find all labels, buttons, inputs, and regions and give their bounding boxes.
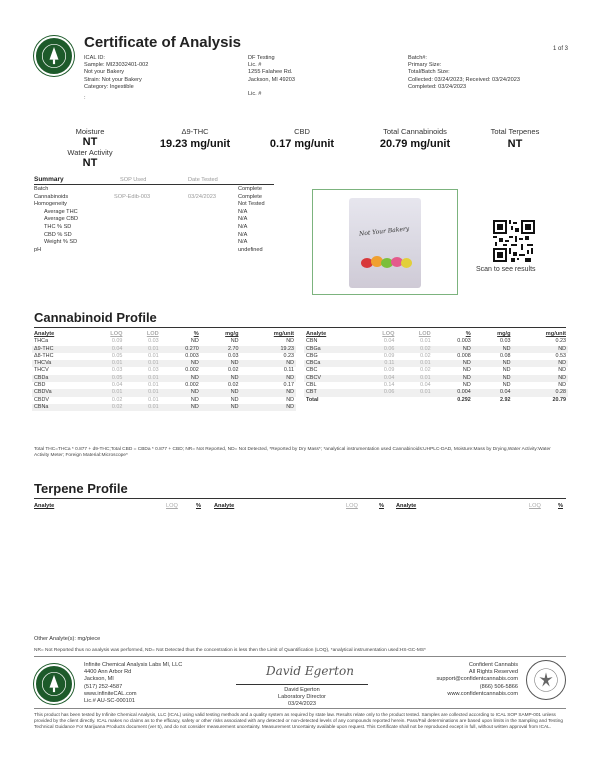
cell-loq: 0.05: [111, 352, 123, 359]
batch-number: Batch#:: [408, 55, 427, 61]
summary-row: [34, 232, 294, 240]
metric-cbd: [252, 127, 352, 150]
cell-mg-g: ND: [502, 382, 511, 389]
cell-mg-unit: ND: [241, 404, 296, 411]
collected-received: Collected: 03/24/2023; Received: 03/24/2023: [408, 76, 520, 83]
cell-lod: 0.01: [396, 360, 432, 367]
cell-lod: 0.01: [148, 352, 159, 359]
lab-client-license-2: Lic. #: [248, 90, 262, 97]
table-row: [304, 375, 568, 382]
terp-col-percent: %: [379, 503, 384, 509]
summary-row-name: Average THC: [44, 208, 78, 215]
summary-row-status: N/A: [238, 208, 248, 215]
cell-analyte: Δ9-THC: [32, 346, 87, 353]
footer-lab-website: www.infiniteCAL.com: [84, 690, 137, 697]
cell-percent: 0.004: [433, 389, 473, 396]
cell-percent: ND: [190, 396, 199, 403]
footer-lab-city: Jackson, MI: [84, 676, 114, 683]
table-row: [32, 367, 296, 374]
signature-line: [236, 684, 368, 685]
cell-mg-g: ND: [201, 375, 241, 382]
cell-mg-g: ND: [201, 360, 241, 367]
cell-analyte: CBNa: [32, 404, 87, 411]
cell-loq: [359, 397, 396, 404]
metric-label: CBD: [294, 127, 310, 136]
total-row: [304, 397, 568, 404]
cell-mg-unit: 0.28: [513, 389, 568, 396]
completed-date: Completed: 03/24/2023: [408, 83, 467, 90]
summary-row-sop: SOP-Edib-003: [114, 193, 151, 200]
lab-logo-icon: [36, 38, 72, 74]
cell-percent: ND: [433, 375, 473, 382]
col-lod: LOD: [418, 331, 431, 337]
table-row: [32, 382, 296, 389]
cell-loq: 0.09: [383, 352, 395, 359]
cell-lod: 0.01: [396, 375, 432, 382]
summary-row-name: Weight % SD: [44, 239, 78, 246]
metric-total-terpenes: [470, 127, 560, 150]
cell-loq: 0.02: [87, 404, 124, 411]
cell-percent: ND: [433, 346, 473, 353]
cell-mg-g: ND: [502, 367, 511, 374]
cannabinoid-table-left: [32, 331, 296, 411]
table-row: [304, 346, 568, 353]
summary-row-status: N/A: [238, 223, 248, 230]
cell-percent: 0.003: [457, 338, 471, 345]
cell-analyte: THCVa: [32, 360, 87, 367]
cell-loq: 0.04: [87, 346, 124, 353]
seal-icon: [527, 661, 565, 699]
total-batch-size: Total/Batch Size:: [408, 69, 450, 76]
terp-col-percent: %: [558, 503, 563, 509]
cell-lod: [396, 397, 432, 404]
cell-lod: 0.03: [148, 338, 159, 345]
cell-loq: 0.01: [87, 360, 124, 367]
cell-mg-g: 0.03: [500, 338, 511, 345]
metric-label: Total Terpenes: [490, 127, 540, 136]
table-row: [32, 353, 296, 360]
summary-row-name: CBD % SD: [44, 231, 72, 238]
lab-client-city: Jackson, MI 49203: [248, 76, 295, 83]
cell-percent: 0.292: [457, 396, 471, 403]
cell-analyte: CBD: [34, 382, 46, 389]
cell-loq: 0.09: [111, 338, 123, 345]
qr-label: Scan to see results: [476, 266, 536, 273]
cell-analyte: THCV: [34, 367, 49, 374]
cell-lod: 0.01: [148, 382, 159, 389]
terp-col-loq: LOQ: [529, 503, 541, 509]
cell-analyte: CBGa: [304, 346, 359, 353]
metric-value: 0.17 mg/unit: [269, 138, 335, 150]
cell-loq: 0.04: [383, 338, 395, 345]
cell-percent: ND: [462, 382, 471, 389]
summary-row-name: THC % SD: [44, 223, 72, 230]
summary-row-status: undefined: [238, 246, 263, 253]
col-lod: LOD: [146, 331, 159, 337]
metric-value: 20.79 mg/unit: [379, 138, 451, 150]
summary-row-status: N/A: [238, 239, 248, 246]
cell-percent: ND: [161, 375, 201, 382]
client-info: [84, 55, 148, 102]
nr-note: NR= Not Reported thus no analysis was performed, ND= Not Detected thus the concentration is less then the Limit of Quantification (LOQ), *analytical instrumentation used:HS-GC-MS*: [34, 648, 426, 653]
cell-lod: 0.04: [420, 382, 431, 389]
col-mg-g: mg/g: [225, 331, 239, 337]
cell-mg-g: ND: [473, 375, 513, 382]
cell-mg-g: ND: [473, 346, 513, 353]
cell-percent: 0.008: [457, 352, 471, 359]
cell-lod: 0.01: [420, 338, 431, 345]
company-name: Confident Cannabis: [468, 662, 518, 668]
cell-percent: ND: [161, 389, 201, 396]
cell-mg-g: ND: [201, 389, 241, 396]
cell-analyte: CBCa: [304, 360, 359, 367]
table-row: [32, 397, 296, 404]
product-name: Not your Bakery: [84, 69, 125, 76]
summary-row-status: Complete: [238, 193, 262, 200]
cell-mg-unit: ND: [286, 396, 294, 403]
summary-row: [34, 194, 294, 202]
summary-row: [34, 216, 294, 224]
cannabinoid-rule: [34, 327, 566, 328]
cell-loq: 0.05: [87, 375, 124, 382]
cell-analyte: CBG: [306, 352, 318, 359]
cell-lod: 0.01: [124, 404, 160, 411]
company-rights: All Rights Reserved: [468, 669, 518, 676]
summary-row-name: Batch: [34, 186, 49, 192]
table-row: [32, 346, 296, 353]
cell-mg-unit: 0.53: [555, 352, 566, 359]
client-extra: :: [84, 95, 86, 102]
table-row: [304, 382, 568, 389]
cell-lod: 0.01: [124, 346, 160, 353]
summary-row-status: N/A: [238, 231, 248, 238]
metric-label: Total Cannabinoids: [383, 127, 447, 136]
ical-id: ICAL ID:: [84, 55, 105, 61]
summary-row: [34, 224, 294, 232]
col-analyte: Analyte: [34, 331, 55, 337]
col-loq: LOQ: [110, 331, 123, 337]
table-row: [32, 404, 296, 411]
cell-percent: ND: [462, 367, 471, 374]
cell-mg-g: ND: [230, 338, 239, 345]
terp-col-analyte: Analyte: [396, 503, 417, 509]
col-loq: LOQ: [382, 331, 395, 337]
cannabinoid-table-right: [304, 331, 568, 404]
primary-size: Primary Size:: [408, 62, 442, 69]
cell-analyte: Total: [306, 396, 319, 403]
summary-row-name: Average CBD: [44, 216, 79, 223]
water-activity-label: Water Activity: [67, 148, 113, 157]
terpene-rule: [34, 498, 566, 499]
cell-mg-g: 0.04: [473, 389, 513, 396]
footer-lab-name: Infinite Chemical Analysis Labs MI, LLC: [84, 662, 183, 668]
summary-table: [34, 186, 294, 254]
cell-analyte: Δ8-THC: [34, 352, 54, 359]
metric-value: NT: [507, 138, 523, 150]
cell-lod: 0.02: [420, 352, 431, 359]
bag-handwriting: Not Your Bakery: [358, 225, 410, 238]
page-title: Certificate of Analysis: [84, 34, 241, 51]
summary-row-name: Homogeneity: [34, 201, 67, 208]
cell-lod: 0.01: [124, 360, 160, 367]
batch-info: [408, 55, 520, 91]
company-phone: (866) 506-5866: [479, 683, 518, 690]
terpene-title: Terpene Profile: [34, 481, 128, 496]
director-signature: David Egerton: [266, 664, 354, 678]
page-number: 1 of 3: [552, 46, 568, 52]
disclaimer: This product has been tested by Infinite Chemical Analysis, LLC (ICAL) using valid testing methods and a quality system as required by state law. Results relate only to the product tested. Samples are collected according to ICAL SOP SAMP-001 unless provided by the client directly. ICAL makes no claims as to the efficacy, safety or other risks associated with any detected or non-detected levels of any compounds reported herein. Pass/Fail determinations are based upon limits in the Sampling and Testing Technical Guidance For Marijuana Products document (ver 5), and do not consider measurement uncertainty. Measurement Uncertainty available upon request. This Certificate shall not be reproduced except in full, without written approval from ICAL.: [34, 712, 563, 729]
cell-mg-g: 0.03: [228, 352, 239, 359]
disclaimer-rule: [34, 708, 566, 709]
water-activity-value: NT: [82, 157, 98, 169]
summary-date-header: Date Tested: [188, 177, 218, 183]
cell-mg-unit: 19.23: [241, 346, 296, 353]
col-percent: %: [193, 331, 199, 337]
summary-sop-header: SOP Used: [120, 177, 147, 183]
footer-lab-license: Lic.# AU-SC-000101: [84, 698, 135, 705]
cell-analyte: CBDV: [34, 396, 49, 403]
cell-mg-unit: ND: [558, 382, 566, 389]
cannabinoid-footnote: Total THC=THCa * 0.877 + d9-THC;Total CBD = CBDa * 0.877 + CBD; NR= Not Reported, ND= Not Detected, *Reported by Dry Mass*; *analytical instrumentation used Cannabinoids:UHPLC-DAD, Moisture:Mass by Drying,Water Activity:Water Activity Meter; Foreign Material:Microscope*: [34, 447, 551, 459]
cell-loq: 0.09: [383, 367, 395, 374]
summary-row: [34, 209, 294, 217]
strain: Strain: Not your Bakery: [84, 76, 142, 83]
cell-analyte: CBN: [306, 338, 318, 345]
table-row: [304, 367, 568, 374]
cell-mg-unit: 20.79: [552, 396, 566, 403]
cell-mg-unit: 0.23: [555, 338, 566, 345]
lab-logo: [34, 36, 74, 76]
cell-mg-unit: ND: [513, 360, 568, 367]
footer-lab-logo: [34, 664, 74, 704]
col-mg-unit: mg/unit: [545, 331, 566, 337]
cell-mg-unit: ND: [513, 375, 568, 382]
signer-date: 03/24/2023: [288, 701, 316, 708]
cell-lod: 0.01: [124, 389, 160, 396]
cell-percent: 0.002: [185, 382, 199, 389]
cell-analyte: CBL: [306, 382, 317, 389]
summary-row-date: 03/24/2023: [188, 193, 216, 200]
cell-mg-unit: 0.11: [283, 367, 294, 374]
table-row: [304, 353, 568, 360]
cell-lod: 0.01: [124, 375, 160, 382]
cell-mg-g: ND: [473, 360, 513, 367]
cell-loq: 0.02: [111, 396, 123, 403]
cell-loq: 0.06: [359, 389, 396, 396]
lab-client-address: 1255 Falahee Rd.: [248, 69, 293, 76]
metric-d9-thc: [145, 127, 245, 150]
metric-label: Δ9-THC: [181, 127, 209, 136]
cell-mg-unit: 0.17: [283, 382, 294, 389]
footer-lab-phone: (517) 252-4587: [84, 683, 123, 690]
table-row: [304, 360, 568, 367]
cell-mg-g: 0.02: [228, 367, 239, 374]
metric-moisture: [50, 127, 130, 169]
sample-id: Sample: MI23032401-002: [84, 62, 149, 69]
summary-row: [34, 247, 294, 255]
footer-lab-street: 4400 Ann Arbor Rd: [84, 669, 132, 676]
product-bag: [349, 198, 421, 288]
terp-col-loq: LOQ: [346, 503, 358, 509]
terp-col-loq: LOQ: [166, 503, 178, 509]
cell-mg-unit: 0.23: [283, 352, 294, 359]
metric-label: Moisture: [75, 127, 105, 136]
cell-analyte: CBT: [304, 389, 359, 396]
cell-loq: 0.06: [359, 346, 396, 353]
cell-mg-g: 0.02: [228, 382, 239, 389]
cell-loq: 0.04: [111, 382, 123, 389]
cell-lod: 0.01: [148, 396, 159, 403]
cell-loq: 0.03: [111, 367, 123, 374]
summary-row-status: N/A: [238, 216, 248, 223]
table-row: [32, 389, 296, 396]
footer-lab-info: [84, 662, 182, 705]
table-row: [32, 375, 296, 382]
signer-name: David Egerton: [284, 687, 320, 693]
cell-percent: ND: [433, 360, 473, 367]
cell-mg-g: 2.70: [201, 346, 241, 353]
cell-analyte: CBC: [306, 367, 318, 374]
summary-title: Summary: [34, 176, 64, 183]
cell-lod: 0.02: [396, 346, 432, 353]
col-percent: %: [465, 331, 471, 337]
cell-loq: 0.11: [359, 360, 396, 367]
summary-row-status: Complete: [238, 186, 262, 192]
lab-logo-icon: [36, 666, 72, 702]
table-row: [32, 338, 296, 345]
summary-row-name: Cannabinoids: [34, 193, 69, 200]
summary-row-status: Not Tested: [238, 201, 265, 208]
cell-analyte: CBDa: [32, 375, 87, 382]
cell-analyte: CBCV: [304, 375, 359, 382]
terp-col-analyte: Analyte: [34, 503, 55, 509]
cell-mg-g: 0.08: [500, 352, 511, 359]
cell-percent: 0.270: [161, 346, 201, 353]
cell-mg-unit: ND: [558, 367, 566, 374]
cell-loq: 0.04: [359, 375, 396, 382]
signer-info: [236, 687, 368, 709]
other-analytes: Other Analyte(s): mg/piece: [34, 636, 101, 642]
cell-percent: ND: [161, 404, 201, 411]
product-photo: [312, 189, 458, 295]
summary-row-name: pH: [34, 246, 42, 253]
summary-rule: [34, 184, 274, 185]
cell-mg-g: 2.92: [500, 396, 511, 403]
metric-total-cannabinoids: [360, 127, 470, 150]
table-row: [32, 360, 296, 367]
company-email[interactable]: support@confidentcannabis.com: [436, 676, 518, 683]
terp-col-analyte: Analyte: [214, 503, 235, 509]
category: Category: Ingestible: [84, 83, 134, 90]
metric-value: 19.23 mg/unit: [159, 138, 231, 150]
cell-mg-unit: ND: [241, 375, 296, 382]
cell-loq: 0.14: [383, 382, 395, 389]
summary-row: [34, 186, 294, 194]
cell-lod: 0.03: [148, 367, 159, 374]
cell-mg-unit: ND: [241, 360, 296, 367]
summary-row: [34, 201, 294, 209]
cell-percent: 0.003: [185, 352, 199, 359]
cell-analyte: THCa: [34, 338, 49, 345]
col-analyte: Analyte: [306, 331, 327, 337]
company-website[interactable]: www.confidentcannabis.com: [447, 690, 518, 697]
table-row: [304, 338, 568, 345]
footer-rule: [34, 656, 566, 657]
qr-code-icon[interactable]: [493, 220, 535, 262]
col-mg-g: mg/g: [497, 331, 511, 337]
metric-value: NT: [82, 136, 98, 148]
cell-mg-unit: ND: [241, 389, 296, 396]
cell-percent: ND: [161, 360, 201, 367]
cell-percent: ND: [190, 338, 199, 345]
cell-loq: 0.01: [87, 389, 124, 396]
lab-client-name: DF Testing: [248, 55, 275, 61]
cell-mg-unit: ND: [513, 346, 568, 353]
terp-col-percent: %: [196, 503, 201, 509]
cannabinoid-title: Cannabinoid Profile: [34, 310, 157, 325]
cell-mg-g: ND: [201, 404, 241, 411]
cell-lod: 0.01: [396, 389, 432, 396]
summary-row: [34, 239, 294, 247]
lab-client-info: [248, 55, 295, 98]
cell-percent: 0.002: [185, 367, 199, 374]
gummy: [401, 258, 412, 268]
table-row: [304, 389, 568, 396]
cell-analyte: CBDVa: [32, 389, 87, 396]
lab-client-license: Lic. #: [248, 62, 262, 69]
cell-lod: 0.02: [420, 367, 431, 374]
col-mg-unit: mg/unit: [273, 331, 294, 337]
signer-title: Laboratory Director: [278, 694, 326, 701]
cell-mg-g: ND: [230, 396, 239, 403]
terpene-header: [34, 503, 566, 511]
confident-cannabis-seal: [526, 660, 566, 700]
cell-mg-unit: ND: [286, 338, 294, 345]
company-info: [412, 662, 518, 698]
